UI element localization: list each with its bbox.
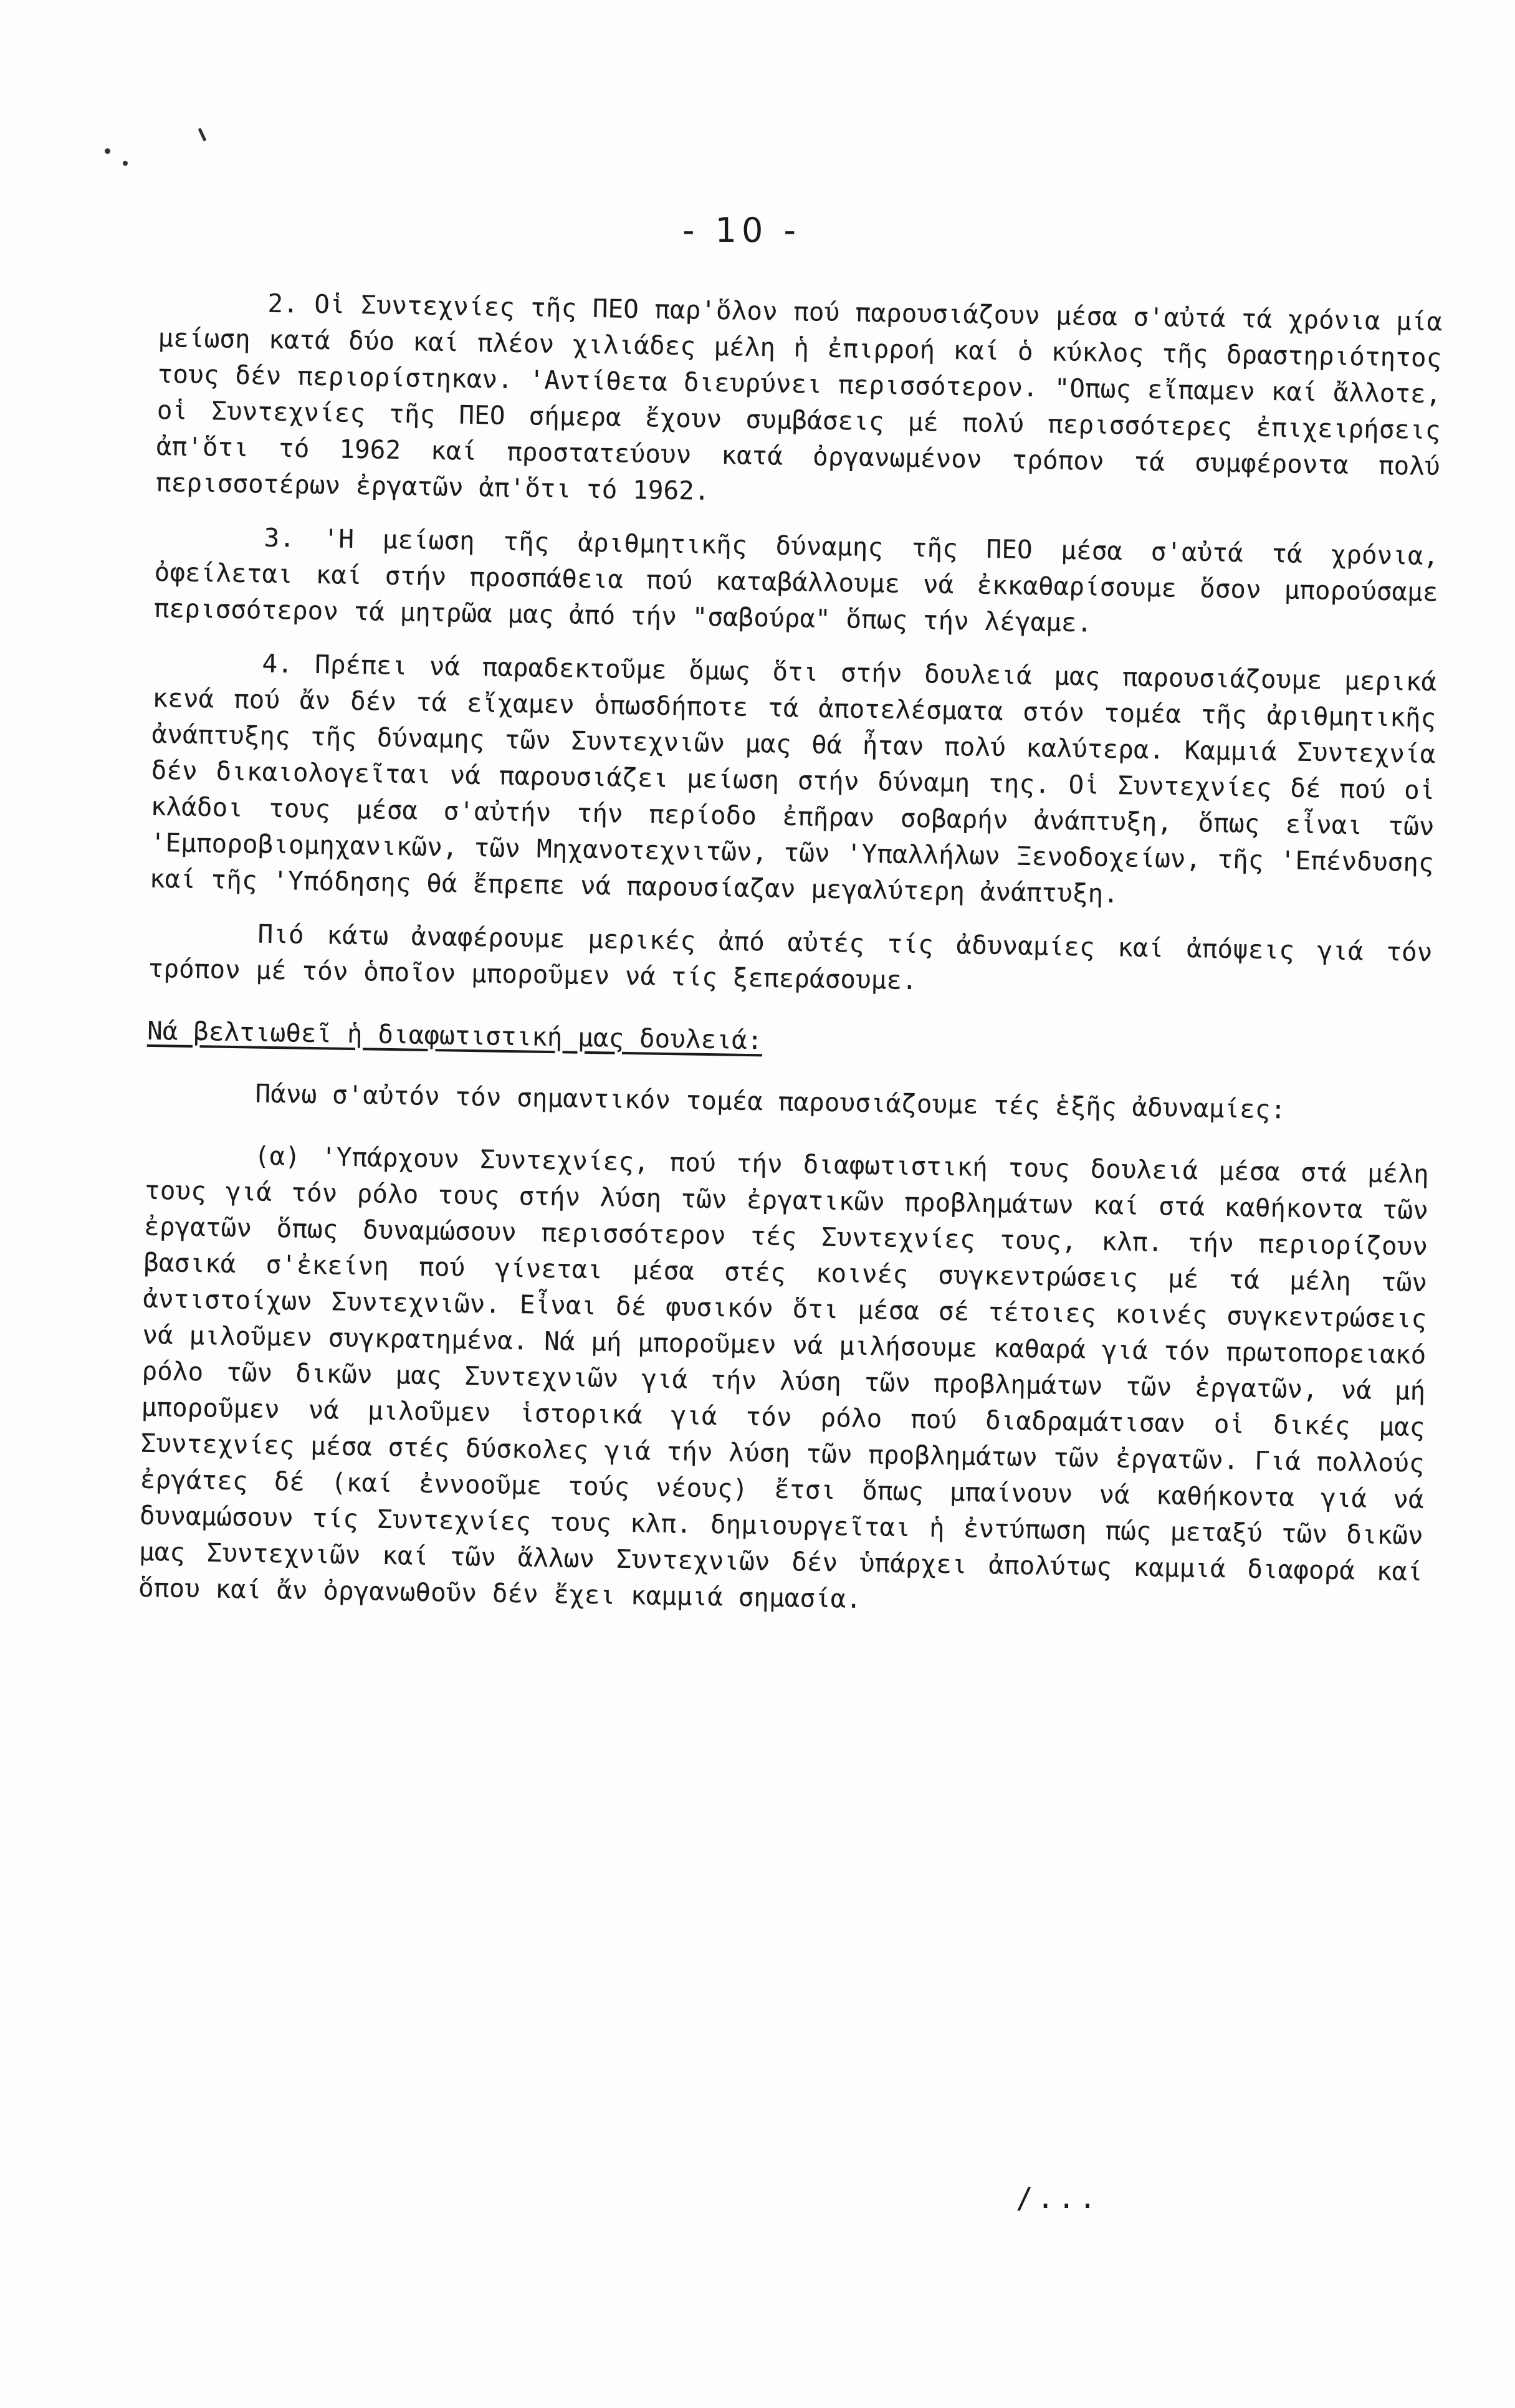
- document-body: [138, 284, 1443, 1643]
- paragraph-2: 2. Οἱ Συντεχνίες τῆς ΠΕΟ παρ'ὅλον πού παρουσιάζουν μέσα σ'αὐτά τά χρόνια μία μείωση κατά δύο καί πλέον χιλιάδες μέλη ἡ ἐπιρροή καί ὁ κύκλος τῆς δραστηριότητος τους δέν περιορίστηκαν. 'Αντίθετα διευρύνει περισσότερον. "Οπως εἴπαμεν καί ἄλλοτε, οἱ Συντεχνίες τῆς ΠΕΟ σήμερα ἔχουν συμβάσεις μέ πολύ περισσότερες ἐπιχειρήσεις ἀπ'ὅτι τό 1962 καί προστατεύουν κατά ὀργανωμένον τρόπον τά συμφέροντα πολύ περισσοτέρων ἐργατῶν ἀπ'ὅτι τό 1962.: [155, 288, 1443, 506]
- scan-speck-3: [198, 128, 207, 141]
- scan-speck-1: [105, 148, 110, 154]
- paragraph-intro-weaknesses: Πιό κάτω ἀναφέρουμε μερικές ἀπό αὐτές τίς ἀδυναμίες καί ἀπόψεις γιά τόν τρόπον μέ τόν ὁποῖον μποροῦμεν νά τίς ξεπεράσουμε.: [148, 919, 1433, 996]
- paragraph-weaknesses-lead: Πάνω σ'αὐτόν τόν σημαντικόν τομέα παρουσιάζουμε τές ἑξῆς ἀδυναμίες:: [255, 1078, 1286, 1125]
- scan-speck-2: [123, 161, 128, 166]
- paragraph-3: 3. 'Η μείωση τῆς ἀριθμητικῆς δύναμης τῆς ΠΕΟ μέσα σ'αὐτά τά χρόνια, ὀφείλεται καί στήν προσπάθεια πού καταβάλλουμε νά ἐκκαθαρίσουμε ὅσον μπορούσαμε περισσότερον τά μητρῶα μας ἀπό τήν "σαβούρα" ὅπως τήν λέγαμε.: [153, 522, 1439, 638]
- page-number: - 10 -: [682, 211, 801, 250]
- section-heading: Νά βελτιωθεῖ ἡ διαφωτιστική μας δουλειά:: [146, 1015, 763, 1056]
- continuation-mark: /...: [1016, 2181, 1100, 2215]
- paragraph-item-a: (α) 'Υπάρχουν Συντεχνίες, πού τήν διαφωτιστική τους δουλειά μέσα στά μέλη τους γιά τόν ρόλο τους στήν λύση τῶν ἐργατικῶν προβλημάτων καί στά καθήκοντα τῶν ἐργατῶν ὅπως δυναμώσουν περισσότερον τές Συντεχνίες τους, κλπ. τήν περιορίζουν βασικά σ'ἐκείνη πού γίνεται μέσα στές κοινές συγκεντρώσεις μέ τά μέλη τῶν ἀντιστοίχων Συντεχνιῶν. Εἶναι δέ φυσικόν ὅτι μέσα σέ τέτοιες κοινές συγκεντρώσεις νά μιλοῦμεν συγκρατημένα. Νά μή μποροῦμεν νά μιλήσουμε καθαρά γιά τόν πρωτοπορειακό ρόλο τῶν δικῶν μας Συντεχνιῶν γιά τήν λύση τῶν προβλημάτων τῶν ἐργατῶν, νά μή μποροῦμεν νά μιλοῦμεν ἱστορικά γιά τόν ρόλο πού διαδραμάτισαν οἱ δικές μας Συντεχνίες μέσα στές δύσκολες γιά τήν λύση τῶν προβλημάτων τῶν ἐργατῶν. Γιά πολλούς ἐργάτες δέ (καί ἐννοοῦμε τούς νέους) ἔτσι ὅπως μπαίνουν νά καθήκοντα γιά νά δυναμώσουν τίς Συντεχνίες τους κλπ. δημιουργεῖται ἡ ἐντύπωση πώς μεταξύ τῶν δικῶν μας Συντεχνιῶν καί τῶν ἄλλων Συντεχνιῶν δέν ὑπάρχει ἀπολύτως καμμιά διαφορά καί ὅπου καί ἄν ὀργανωθοῦν δέν ἔχει καμμιά σημασία.: [138, 1140, 1430, 1614]
- paragraph-4: 4. Πρέπει νά παραδεκτοῦμε ὅμως ὅτι στήν δουλειά μας παρουσιάζουμε μερικά κενά πού ἄν δέν τά εἴχαμεν ὁπωσδήποτε τά ἀποτελέσματα στόν τομέα τῆς ἀριθμητικῆς ἀνάπτυξης τῆς δύναμης τῶν Συντεχνιῶν μας θά ἦταν πολύ καλύτερα. Καμμιά Συντεχνία δέν δικαιολογεῖται νά παρουσιάζει μείωση στήν δύναμη της. Οἱ Συντεχνίες δέ πού οἱ κλάδοι τους μέσα σ'αὐτήν τήν περίοδο ἐπῆραν σοβαρήν ἀνάπτυξη, ὅπως εἶναι τῶν 'Εμποροβιομηχανικῶν, τῶν Μηχανοτεχνιτῶν, τῶν 'Υπαλλήλων Ξενοδοχείων, τῆς 'Επένδυσης καί τῆς 'Υπόδησης θά ἔπρεπε νά παρουσίαζαν μεγαλύτερη ἀνάπτυξη.: [149, 648, 1437, 909]
